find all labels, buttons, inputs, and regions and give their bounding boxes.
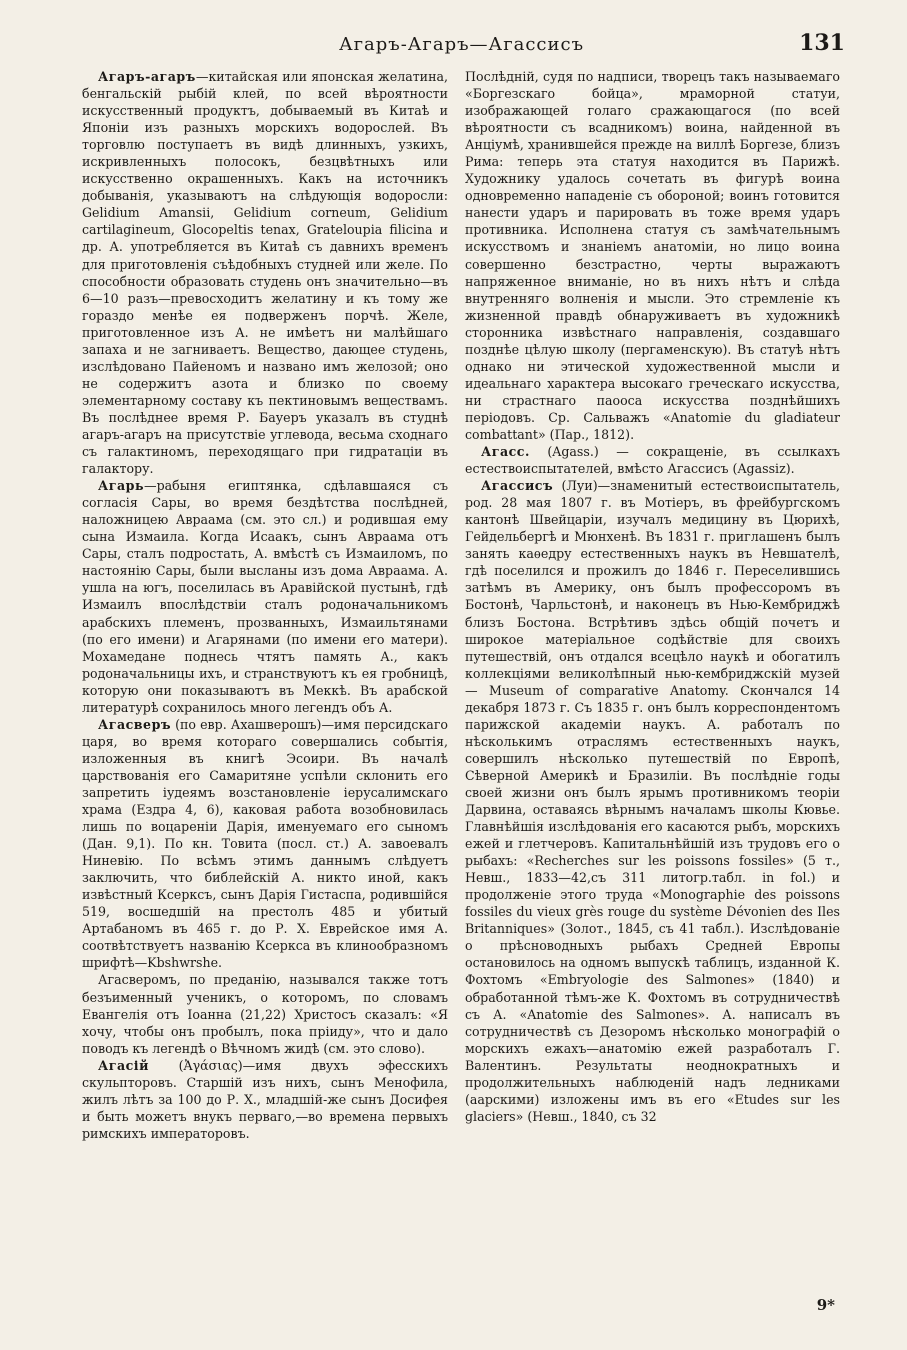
headword: Агасверъ [98,716,172,732]
entry-agar-agar [82,68,448,477]
entry-text: —рабыня египтянка, сдѣлавшаяся съ согласія Сары, во время бездѣтства послѣдней, наложницею Авраама (см. это сл.) и родившая ему сына Измаила. Когда Исаакъ, сынъ Авраама отъ Сары, сталъ подростать, А. вмѣстѣ съ Измаиломъ, по настоянію Сары, были высланы изъ дома Авраама. А. ушла на югъ, поселилась въ Аравійской пустынѣ, гдѣ Измаилъ впослѣдствіи сталъ родоначальникомъ арабскихъ племенъ, прозванныхъ, Измаильтянами (по его имени) и Агарянами (по имени его матери). Мохамедане поднесь чтятъ память А., какъ родоначальницы ихъ, и странствуютъ къ ея гробницѣ, которую они показываютъ въ Меккѣ. Въ арабской литературѣ сохранилось много легендъ объ А. [82,478,448,715]
entry-agass-abbr [465,443,840,477]
running-title: Агаръ-Агаръ—Агассисъ [338,34,585,55]
left-column [82,68,448,1276]
headword: Агарь [98,478,144,494]
entry-continuation: Послѣдній, судя по надписи, творецъ такъ называемаго «Боргезскаго бойца», мраморной статуи, изображающей голаго сражающагося (по всей вѣроятности съ всадникомъ) воина, найденной въ Анціумѣ, хранившейся прежде на виллѣ Боргезе, близъ Рима: теперь эта статуя находится въ Парижѣ. Художнику удалось сочетать въ фигурѣ воина одновременно нападеніе съ обороной; воинъ готовится нанести ударъ и парировать въ тоже время ударъ противника. Исполнена статуя съ замѣчательнымъ искусствомъ и знаніемъ анатоміи, но лицо воина совершенно безстрастно, черты выражаютъ напряженное вниманіе, но въ нихъ нѣтъ и слѣда внутренняго волненія и мысли. Это стремленіе къ жизненной правдѣ обнаруживаетъ въ художникѣ сторонника извѣстнаго направленія, создавшаго позднѣе цѣлую школу (пергаменскую). Въ статуѣ нѣтъ однако ни этической художественной мысли и идеальнаго характера высокаго греческаго искусства, ни страстнаго паооса искусства позднѣйшихъ періодовъ. Ср. Сальважъ «Anatomie du gladiateur combattant» (Пар., 1812). [465,69,840,442]
entry-agassiz [465,477,840,1125]
entry-agasiy [82,1057,448,1142]
headword: Агасс. [481,444,530,460]
entry-agasver [82,716,448,972]
right-column [465,68,840,1276]
signature-mark: 9* [816,1296,835,1314]
headword: Агаръ-агаръ [98,69,196,84]
entry-text: —китайская или японская желатина, бенгальскій рыбій клей, по всей вѣроятности искусственный продуктъ, добываемый въ Китаѣ и Японіи изъ разныхъ морскихъ водорослей. Въ торговлю поступаетъ въ видѣ длинныхъ, узкихъ, искривленныхъ полосокъ, безцвѣтныхъ или искусственно окрашенныхъ. Какъ на источникъ добыванія, указываютъ на слѣдующія водоросли: Gelidium Amansii, Gelidium corneum, Gelidium cartilagineum, Glocopeltis tenax, Grateloupia filicina и др. А. употребляется въ Китаѣ съ давнихъ временъ для приготовленія съѣдобныхъ студней или желе. По способности образовать студень онъ значительно—въ 6—10 разъ—превосходитъ желатину и къ тому же гораздо менѣе ея подверженъ порчѣ. Желе, приготовленное изъ А. не имѣетъ ни малѣйшаго запаха и не загниваетъ. Вещество, дающее студень, изслѣдовано Пайеномъ и названо имъ желозой; оно не содержитъ азота и близко по своему элементарному составу къ пектиновымъ веществамъ. Въ послѣднее время Р. Бауеръ указалъ въ студнѣ агаръ-агаръ на присутствіе углевода, весьма сходнаго съ галактиномъ, переходящаго при гидратаціи въ галактору. [82,69,448,477]
page-number: 131 [799,30,845,56]
entry-text: (Agass.) — сокращеніе, въ ссылкахъ естествоиспытателей, вмѣсто Агассисъ (Agassiz). [465,444,840,477]
entry-text: (Луи)—знаменитый естествоиспытатель, род. 28 мая 1807 г. въ Мотіеръ, въ фрейбургскомъ кантонѣ Швейцаріи, изучалъ медицину въ Цюрихѣ, Гейдельбергѣ и Мюнхенѣ. Въ 1831 г. приглашенъ былъ занять каѳедру естественныхъ наукъ въ Невшателѣ, гдѣ поселился и прожилъ до 1846 г. Переселившись затѣмъ въ Америку, онъ былъ профессоромъ въ Бостонѣ, Чарльстонѣ, и наконецъ въ Нью-Кембриджѣ близъ Бостона. Встрѣтивъ здѣсь общій почетъ и широкое матеріальное содѣйствіе для своихъ путешествій, онъ отдался всецѣло наукѣ и обогатилъ коллекціями великолѣпный нью-кембриджскій музей — Museum of comparative Anatomy. Скончался 14 декабря 1873 г. Съ 1835 г. онъ былъ корреспондентомъ парижской академіи наукъ. А. работалъ по нѣсколькимъ отраслямъ естественныхъ наукъ, совершилъ нѣсколько путешествій по Европѣ, Сѣверной Америкѣ и Бразиліи. Въ послѣдніе годы своей жизни онъ былъ ярымъ противникомъ теоріи Дарвина, оставаясь вѣрнымъ началамъ школы Кювье. Главнѣйшія изслѣдованія его касаются рыбъ, морскихъ ежей и глетчеровъ. Капитальнѣйшій изъ трудовъ его о рыбахъ: «Recherches sur les poissons fossiles» (5 т., Невш., 1833—42,съ 311 литогр.табл. in fol.) и продолженіе этого труда «Monographie des poissons fossiles du vieux grès rouge du système Dévonien des Iles Britanniques» (Золот., 1845, съ 41 табл.). Изслѣдованіе о прѣсноводныхъ рыбахъ Средней Европы остановилось на одномъ выпускѣ таблицъ, изданной К. Фохтомъ «Embryologie des Salmones» (1840) и обработанной тѣмъ-же К. Фохтомъ въ сотрудничествѣ съ А. «Anatomie des Salmones». А. написалъ въ сотрудничествѣ съ Дезоромъ нѣсколько монографій о морскихъ ежахъ—анатомію ежей разработалъ Г. Валентинъ. Результаты неоднократныхъ и продолжительныхъ наблюденій надъ ледниками (аарскими) изложены имъ въ его «Etudes sur les glaciers» (Невш., 1840, съ 32 [465,478,840,1124]
headword: Агасій [98,1057,149,1073]
entry-text: (Ἀγάσιας)—имя двухъ эфесскихъ скульпторовъ. Старшій изъ нихъ, сынъ Менофила, жилъ лѣтъ за 100 до Р. Х., младшій-же сынъ Досифея и быть можетъ внукъ перваго,—во времена первыхъ римскихъ императоровъ. [82,1057,448,1141]
running-header [78,30,845,58]
entry-agar [82,477,448,716]
headword: Агассисъ [481,478,554,494]
entry-text: (по евр. Ахашверошъ)—имя персидскаго царя, во время котораго совершались событія, изложенныя въ книгѣ Эсоири. Въ началѣ царствованія его Самаритяне успѣли склонить его запретить іудеямъ возстановленіе іерусалимскаго храма (Ездра 4, 6), каковая работа возобновилась лишь по воцареніи Дарія, именуемаго его сыномъ (Дан. 9,1). По кн. Товита (посл. ст.) А. завоевалъ Ниневію. По всѣмъ этимъ даннымъ слѣдуетъ заключить, что библейскій А. никто иной, какъ извѣстный Ксерксъ, сынъ Дарія Гистаспа, родившійся 519, восшедшій на престолъ 485 и убитый Артабаномъ въ 465 г. до Р. Х. Еврейское имя А. соотвѣтствуетъ названію Ксеркса въ клинообразномъ шрифтѣ—Kbshwrshe. [82,716,448,971]
entry-paragraph: Агасверомъ, по преданію, назывался также тотъ безъименный ученикъ, о которомъ, по словамъ Евангелія отъ Іоанна (21,22) Христосъ сказалъ: «Я хочу, чтобы онъ пробылъ, пока пріиду», что и дало поводъ къ легендѣ о Вѣчномъ жидѣ (см. это слово). [82,972,448,1056]
